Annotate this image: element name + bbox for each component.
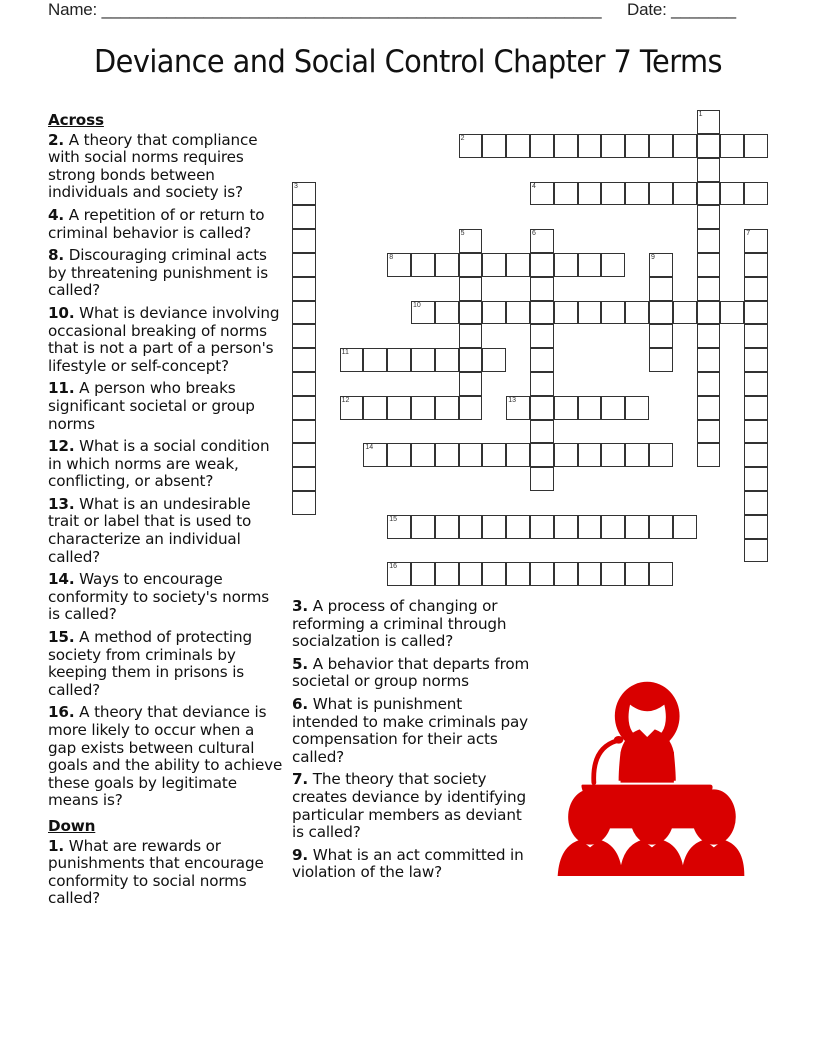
crossword-cell[interactable] <box>697 110 721 134</box>
crossword-cell[interactable] <box>387 396 411 420</box>
crossword-cell[interactable] <box>530 562 554 586</box>
crossword-cell[interactable] <box>411 348 435 372</box>
crossword-cell[interactable] <box>435 348 459 372</box>
crossword-cell[interactable] <box>578 253 602 277</box>
down-clue-3 <box>292 598 532 651</box>
down-clue-5 <box>292 656 532 691</box>
cell-number: 8 <box>389 254 394 261</box>
crossword-cell[interactable] <box>744 420 768 444</box>
crossword-cell[interactable] <box>292 229 316 253</box>
crossword-cell[interactable] <box>697 158 721 182</box>
clue-number: 14. <box>48 570 75 589</box>
crossword-cell[interactable] <box>530 467 554 491</box>
crossword-cell[interactable] <box>435 562 459 586</box>
crossword-cell[interactable] <box>697 420 721 444</box>
across-clue-10 <box>48 305 284 375</box>
crossword-cell[interactable] <box>459 562 483 586</box>
crossword-cell[interactable] <box>292 491 316 515</box>
crossword-cell[interactable] <box>554 562 578 586</box>
name-field-line[interactable]: Name: ______________________________________________________ <box>48 0 602 19</box>
crossword-cell[interactable] <box>530 229 554 253</box>
crossword-cell[interactable] <box>459 348 483 372</box>
crossword-cell[interactable] <box>459 253 483 277</box>
crossword-cell[interactable] <box>554 253 578 277</box>
clue-text: A behavior that departs from societal or group norms <box>292 654 530 691</box>
crossword-cell[interactable] <box>697 182 721 206</box>
across-clue-15 <box>48 629 284 699</box>
cell-number: 13 <box>508 396 516 404</box>
crossword-cell[interactable] <box>601 562 625 586</box>
crossword-cell[interactable] <box>482 515 506 539</box>
crossword-cell[interactable] <box>578 562 602 586</box>
crossword-cell[interactable] <box>649 562 673 586</box>
crossword-cell[interactable] <box>697 301 721 325</box>
crossword-cell[interactable] <box>482 253 506 277</box>
clue-number: 3. <box>292 597 309 615</box>
crossword-cell[interactable] <box>506 515 530 539</box>
crossword-cell[interactable] <box>411 301 435 325</box>
clue-text: What is punishment intended to make criminals pay compensation for their acts called? <box>292 694 528 766</box>
crossword-cell[interactable] <box>601 396 625 420</box>
clue-number: 8. <box>48 246 65 265</box>
clue-number: 16. <box>48 703 75 722</box>
crossword-cell[interactable] <box>625 443 649 467</box>
crossword-cell[interactable] <box>578 443 602 467</box>
clue-number: 9. <box>292 845 309 864</box>
crossword-cell[interactable] <box>411 562 435 586</box>
crossword-cell[interactable] <box>482 443 506 467</box>
crossword-cell[interactable] <box>601 134 625 158</box>
crossword-cell[interactable] <box>482 562 506 586</box>
crossword-cell[interactable] <box>340 396 364 420</box>
clue-text: A repetition of or return to criminal behavior is called? <box>48 205 265 242</box>
crossword-cell[interactable] <box>292 205 316 229</box>
crossword-cell[interactable] <box>744 277 768 301</box>
crossword-cell[interactable] <box>697 396 721 420</box>
cell-number: 3 <box>294 182 298 190</box>
clue-number: 4. <box>48 205 65 224</box>
crossword-cell[interactable] <box>530 301 554 325</box>
crossword-cell[interactable] <box>530 182 554 206</box>
clues-left-column <box>48 112 284 913</box>
crossword-cell[interactable] <box>649 443 673 467</box>
crossword-cell[interactable] <box>459 515 483 539</box>
crossword-cell[interactable] <box>649 134 673 158</box>
across-clue-16 <box>48 704 284 810</box>
cell-number: 12 <box>341 396 350 404</box>
crossword-cell[interactable] <box>625 182 649 206</box>
crossword-cell[interactable] <box>411 253 435 277</box>
crossword-cell[interactable] <box>649 182 673 206</box>
crossword-cell[interactable] <box>506 134 530 158</box>
crossword-cell[interactable] <box>530 348 554 372</box>
crossword-cell[interactable] <box>649 324 673 348</box>
crossword-cell[interactable] <box>292 253 316 277</box>
date-field-line[interactable]: Date: _______ <box>627 0 736 19</box>
crossword-cell[interactable] <box>744 515 768 539</box>
down-clue-6 <box>292 696 532 766</box>
crossword-cell[interactable] <box>292 301 316 325</box>
clues-middle-column <box>292 598 532 887</box>
crossword-cell[interactable] <box>697 324 721 348</box>
clue-number: 5. <box>292 654 309 673</box>
crossword-cell[interactable] <box>578 134 602 158</box>
crossword-cell[interactable] <box>459 372 483 396</box>
crossword-cell[interactable] <box>744 491 768 515</box>
crossword-cell[interactable] <box>292 324 316 348</box>
crossword-cell[interactable] <box>292 396 316 420</box>
crossword-cell[interactable] <box>673 301 697 325</box>
crossword-cell[interactable] <box>578 396 602 420</box>
crossword-cell[interactable] <box>673 182 697 206</box>
across-clue-2 <box>48 132 284 202</box>
crossword-cell[interactable] <box>411 396 435 420</box>
crossword-cell[interactable] <box>601 301 625 325</box>
crossword-cell[interactable] <box>363 396 387 420</box>
crossword-cell[interactable] <box>649 515 673 539</box>
cell-number: 9 <box>651 254 655 261</box>
crossword-cell[interactable] <box>744 539 768 563</box>
crossword-cell[interactable] <box>554 443 578 467</box>
cell-number: 16 <box>389 563 397 571</box>
clue-text: A process of changing or reforming a criminal through socialzation is called? <box>292 597 507 651</box>
crossword-cell[interactable] <box>744 253 768 277</box>
crossword-cell[interactable] <box>459 134 483 158</box>
crossword-cell[interactable] <box>459 443 483 467</box>
crossword-cell[interactable] <box>530 324 554 348</box>
clue-number: 6. <box>292 694 309 713</box>
clue-number: 11. <box>48 379 75 398</box>
crossword-cell[interactable] <box>292 420 316 444</box>
crossword-cell[interactable] <box>720 134 744 158</box>
crossword-cell[interactable] <box>411 443 435 467</box>
crossword-cell[interactable] <box>697 443 721 467</box>
crossword-cell[interactable] <box>435 301 459 325</box>
crossword-cell[interactable] <box>625 396 649 420</box>
crossword-cell[interactable] <box>673 515 697 539</box>
across-heading: Across <box>48 111 104 129</box>
crossword-cell[interactable] <box>292 182 316 206</box>
crossword-cell[interactable] <box>530 396 554 420</box>
crossword-cell[interactable] <box>482 134 506 158</box>
crossword-cell[interactable] <box>625 134 649 158</box>
crossword-cell[interactable] <box>578 182 602 206</box>
crossword-cell[interactable] <box>482 301 506 325</box>
crossword-cell[interactable] <box>601 515 625 539</box>
crossword-cell[interactable] <box>697 205 721 229</box>
clue-text: What is deviance involving occasional breaking of norms that is not a part of a person's lifestyle or self-concept? <box>48 303 280 375</box>
crossword-cell[interactable] <box>744 467 768 491</box>
clue-text: What is an undesirable trait or label that is used to characterize an individual called? <box>48 494 252 566</box>
across-clue-14 <box>48 571 284 624</box>
clue-number: 12. <box>48 437 75 456</box>
crossword-cell[interactable] <box>554 134 578 158</box>
crossword-cell[interactable] <box>387 443 411 467</box>
lecture-audience-icon <box>553 676 749 876</box>
crossword-cell[interactable] <box>697 134 721 158</box>
crossword-cell[interactable] <box>506 396 530 420</box>
crossword-cell[interactable] <box>435 396 459 420</box>
crossword-cell[interactable] <box>554 301 578 325</box>
crossword-cell[interactable] <box>673 134 697 158</box>
down-clue-1 <box>48 838 284 908</box>
clue-text: The theory that society creates deviance by identifying particular members as deviant is called? <box>292 770 526 842</box>
crossword-cell[interactable] <box>744 348 768 372</box>
cell-number: 15 <box>389 515 397 523</box>
crossword-cell[interactable] <box>554 396 578 420</box>
crossword-cell[interactable] <box>697 253 721 277</box>
crossword-cell[interactable] <box>292 277 316 301</box>
down-clue-7 <box>292 771 532 841</box>
crossword-cell[interactable] <box>625 562 649 586</box>
clue-text: What is an act committed in violation of the law? <box>292 845 524 882</box>
across-clue-4 <box>48 207 284 242</box>
crossword-cell[interactable] <box>292 467 316 491</box>
crossword-cell[interactable] <box>697 277 721 301</box>
crossword-cell[interactable] <box>363 443 387 467</box>
crossword-cell[interactable] <box>363 348 387 372</box>
crossword-cell[interactable] <box>649 277 673 301</box>
crossword-cell[interactable] <box>506 253 530 277</box>
crossword-cell[interactable] <box>744 396 768 420</box>
crossword-cell[interactable] <box>387 562 411 586</box>
crossword-cell[interactable] <box>601 253 625 277</box>
crossword-cell[interactable] <box>744 229 768 253</box>
clue-number: 1. <box>48 836 65 855</box>
crossword-cell[interactable] <box>387 515 411 539</box>
crossword-cell[interactable] <box>744 443 768 467</box>
crossword-cell[interactable] <box>744 301 768 325</box>
crossword-cell[interactable] <box>744 372 768 396</box>
clue-text: Ways to encourage conformity to society's norms is called? <box>48 570 269 624</box>
crossword-cell[interactable] <box>530 277 554 301</box>
crossword-cell[interactable] <box>387 253 411 277</box>
cell-number: 10 <box>413 301 421 309</box>
crossword-cell[interactable] <box>459 324 483 348</box>
crossword-cell[interactable] <box>625 301 649 325</box>
crossword-cell[interactable] <box>482 348 506 372</box>
cell-number: 5 <box>460 230 465 238</box>
crossword-cell[interactable] <box>697 229 721 253</box>
crossword-cell[interactable] <box>601 182 625 206</box>
clue-number: 2. <box>48 130 65 149</box>
clue-text: A method of protecting society from criminals by keeping them in prisons is called? <box>48 628 252 699</box>
crossword-cell[interactable] <box>649 301 673 325</box>
cell-number: 6 <box>532 230 536 238</box>
crossword-cell[interactable] <box>292 348 316 372</box>
crossword-cell[interactable] <box>530 443 554 467</box>
audience-figures-icon <box>558 789 745 876</box>
cell-number: 7 <box>746 230 751 238</box>
crossword-cell[interactable] <box>530 253 554 277</box>
crossword-cell[interactable] <box>506 562 530 586</box>
cell-number: 2 <box>460 135 465 142</box>
crossword-cell[interactable] <box>744 324 768 348</box>
crossword-cell[interactable] <box>530 134 554 158</box>
crossword-cell[interactable] <box>459 229 483 253</box>
crossword-cell[interactable] <box>697 372 721 396</box>
crossword-cell[interactable] <box>554 515 578 539</box>
clue-text: A theory that deviance is more likely to occur when a gap exists between cultural goals and the ability to achieve these goals by legitimate means is? <box>48 703 283 810</box>
page-title: Deviance and Social Control Chapter 7 Terms <box>94 44 722 80</box>
cell-number: 11 <box>341 349 349 357</box>
clue-text: A theory that compliance with social norms requires strong bonds between individuals and society is? <box>48 130 258 202</box>
crossword-cell[interactable] <box>459 301 483 325</box>
crossword-cell[interactable] <box>744 134 768 158</box>
crossword-cell[interactable] <box>720 301 744 325</box>
crossword-cell[interactable] <box>578 515 602 539</box>
crossword-cell[interactable] <box>649 253 673 277</box>
across-clue-11 <box>48 380 284 433</box>
crossword-cell[interactable] <box>506 443 530 467</box>
crossword-cell[interactable] <box>530 420 554 444</box>
crossword-cell[interactable] <box>554 182 578 206</box>
crossword-cell[interactable] <box>649 348 673 372</box>
crossword-cell[interactable] <box>435 253 459 277</box>
crossword-cell[interactable] <box>435 515 459 539</box>
crossword-cell[interactable] <box>625 515 649 539</box>
crossword-cell[interactable] <box>601 443 625 467</box>
clue-number: 15. <box>48 628 75 647</box>
crossword-cell[interactable] <box>744 182 768 206</box>
cell-number: 14 <box>365 444 374 452</box>
down-clue-9 <box>292 847 532 882</box>
clue-text: Discouraging criminal acts by threatening punishment is called? <box>48 246 268 300</box>
crossword-cell[interactable] <box>697 348 721 372</box>
clue-text: What is a social condition in which norms are weak, conflicting, or absent? <box>48 437 270 491</box>
crossword-cell[interactable] <box>506 301 530 325</box>
crossword-cell[interactable] <box>720 182 744 206</box>
crossword-cell[interactable] <box>340 348 364 372</box>
crossword-cell[interactable] <box>411 515 435 539</box>
across-clue-8 <box>48 247 284 300</box>
crossword-cell[interactable] <box>530 515 554 539</box>
crossword-cell[interactable] <box>530 372 554 396</box>
crossword-cell[interactable] <box>578 301 602 325</box>
crossword-cell[interactable] <box>459 277 483 301</box>
clue-number: 13. <box>48 494 75 513</box>
crossword-cell[interactable] <box>459 396 483 420</box>
clue-text: What are rewards or punishments that encourage conformity to social norms called? <box>48 836 264 908</box>
down-heading: Down <box>48 816 96 835</box>
crossword-cell[interactable] <box>292 372 316 396</box>
clue-number: 10. <box>48 303 75 322</box>
crossword-cell[interactable] <box>435 443 459 467</box>
cell-number: 4 <box>532 182 536 190</box>
across-clue-13 <box>48 496 284 566</box>
cell-number: 1 <box>698 111 703 119</box>
across-clue-12 <box>48 438 284 491</box>
crossword-cell[interactable] <box>387 348 411 372</box>
clue-number: 7. <box>292 770 309 789</box>
clue-text: A person who breaks significant societal or group norms <box>48 379 255 433</box>
crossword-cell[interactable] <box>292 443 316 467</box>
